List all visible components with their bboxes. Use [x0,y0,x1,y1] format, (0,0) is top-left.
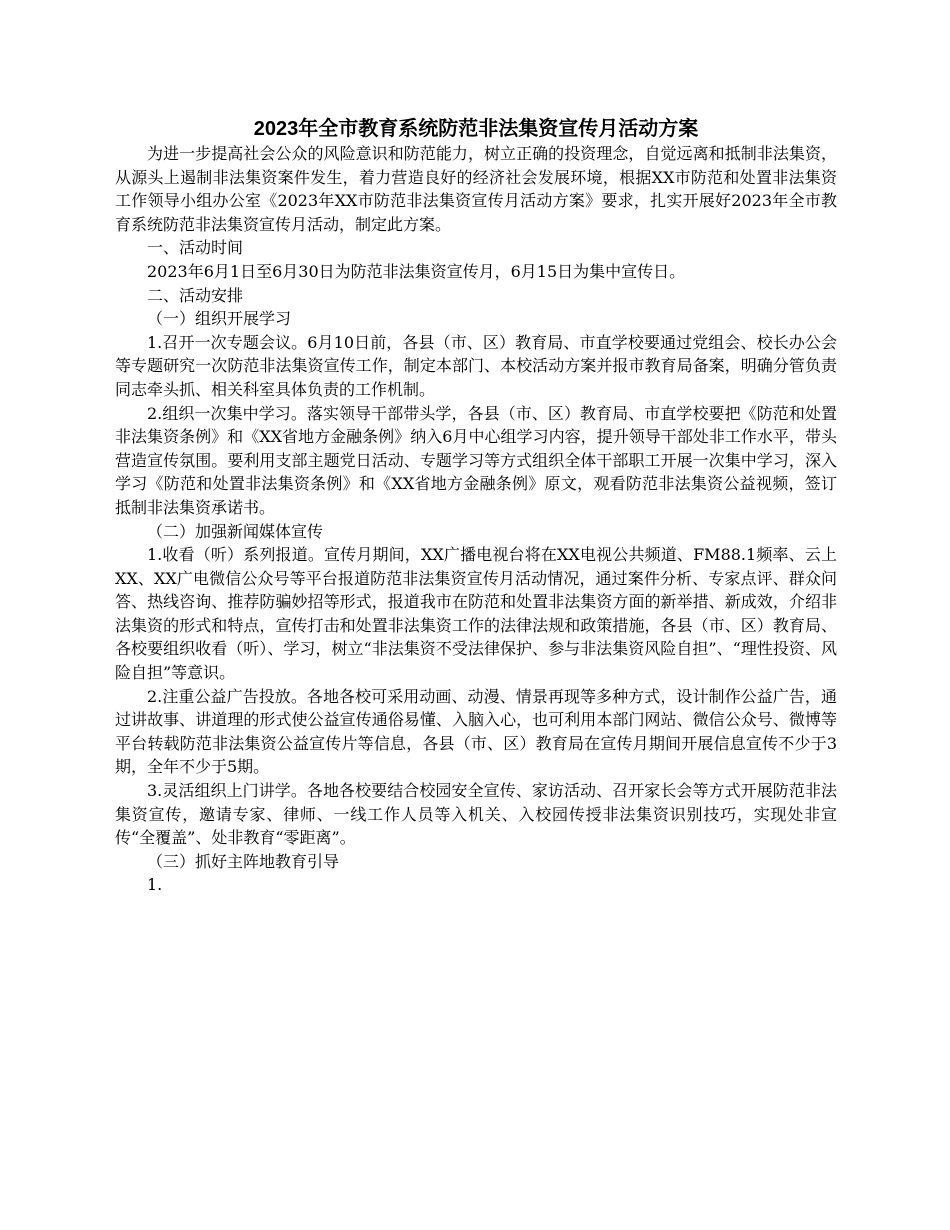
study-item-1-paragraph: 1.召开一次专题会议。6月10日前，各县（市、区）教育局、市直学校要通过党组会、校长办公会等专题研究一次防范非法集资宣传工作，制定本部门、本校活动方案并报市教育局备案，明确分管负责同志牵头抓、相关科室具体负责的工作机制。 [115,332,837,399]
intro-paragraph: 为进一步提高社会公众的风险意识和防范能力，树立正确的投资理念，自觉远离和抵制非法集资，从源头上遏制非法集资案件发生，着力营造良好的经济社会发展环境，根据XX市防范和处置非法集资工作领导小组办公室《2023年XX市防范非法集资宣传月活动方案》要求，扎实开展好2023年全市教育系统防范非法集资宣传月活动，制定此方案。 [115,144,837,234]
media-item-2-paragraph: 2.注重公益广告投放。各地各校可采用动画、动漫、情景再现等多种方式，设计制作公益广告，通过讲故事、讲道理的形式使公益宣传通俗易懂、入脑入心，也可利用本部门网站、微信公众号、微博等平台转载防范非法集资公益宣传片等信息，各县（市、区）教育局在宣传月期间开展信息宣传不少于3期，全年不少于5期。 [115,686,837,777]
subsection-heading-education: （三）抓好主阵地教育引导 [147,851,340,871]
document-title: 2023年全市教育系统防范非法集资宣传月活动方案 [253,118,699,140]
education-item-1-paragraph: 1. [147,875,163,895]
document-body [115,116,837,897]
activity-time-paragraph: 2023年6月1日至6月30日为防范非法集资宣传月，6月15日为集中宣传日。 [147,261,686,281]
media-item-1-paragraph: 1.收看（听）系列报道。宣传月期间，XX广播电视台将在XX电视公共频道、FM88.1频率、云上XX、XX广电微信公众号等平台报道防范非法集资宣传月活动情况，通过案件分析、专家点评、群众问答、热线咨询、推荐防骗妙招等形式，报道我市在防范和处置非法集资方面的新举措、新成效，介绍非法集资的形式和特点，宣传打击和处置非法集资工作的法律法规和政策措施，各县（市、区）教育局、各校要组织收看（听）、学习，树立“非法集资不受法律保护、参与非法集资风险自担”、“理性投资、风险自担”等意识。 [115,545,837,683]
section-heading-activity-time: 一、活动时间 [147,238,244,258]
subsection-heading-study: （一）组织开展学习 [147,309,292,329]
study-item-2-paragraph: 2.组织一次集中学习。落实领导干部带头学，各县（市、区）教育局、市直学校要把《防范和处置非法集资条例》和《XX省地方金融条例》纳入6月中心组学习内容，提升领导干部处非工作水平，带头营造宣传氛围。要利用支部主题党日活动、专题学习等方式组织全体干部职工开展一次集中学习，深入学习《防范和处置非法集资条例》和《XX省地方金融条例》原文，观看防范非法集资公益视频，签订抵制非法集资承诺书。 [115,403,837,517]
subsection-heading-media: （二）加强新闻媒体宣传 [147,521,324,541]
section-heading-activity-arrangement: 二、活动安排 [147,285,244,305]
media-item-3-paragraph: 3.灵活组织上门讲学。各地各校要结合校园安全宣传、家访活动、召开家长会等方式开展防范非法集资宣传，邀请专家、律师、一线工作人员等入机关、入校园传授非法集资识别技巧，实现处非宣传“全覆盖”、处非教育“零距离”。 [115,781,837,848]
